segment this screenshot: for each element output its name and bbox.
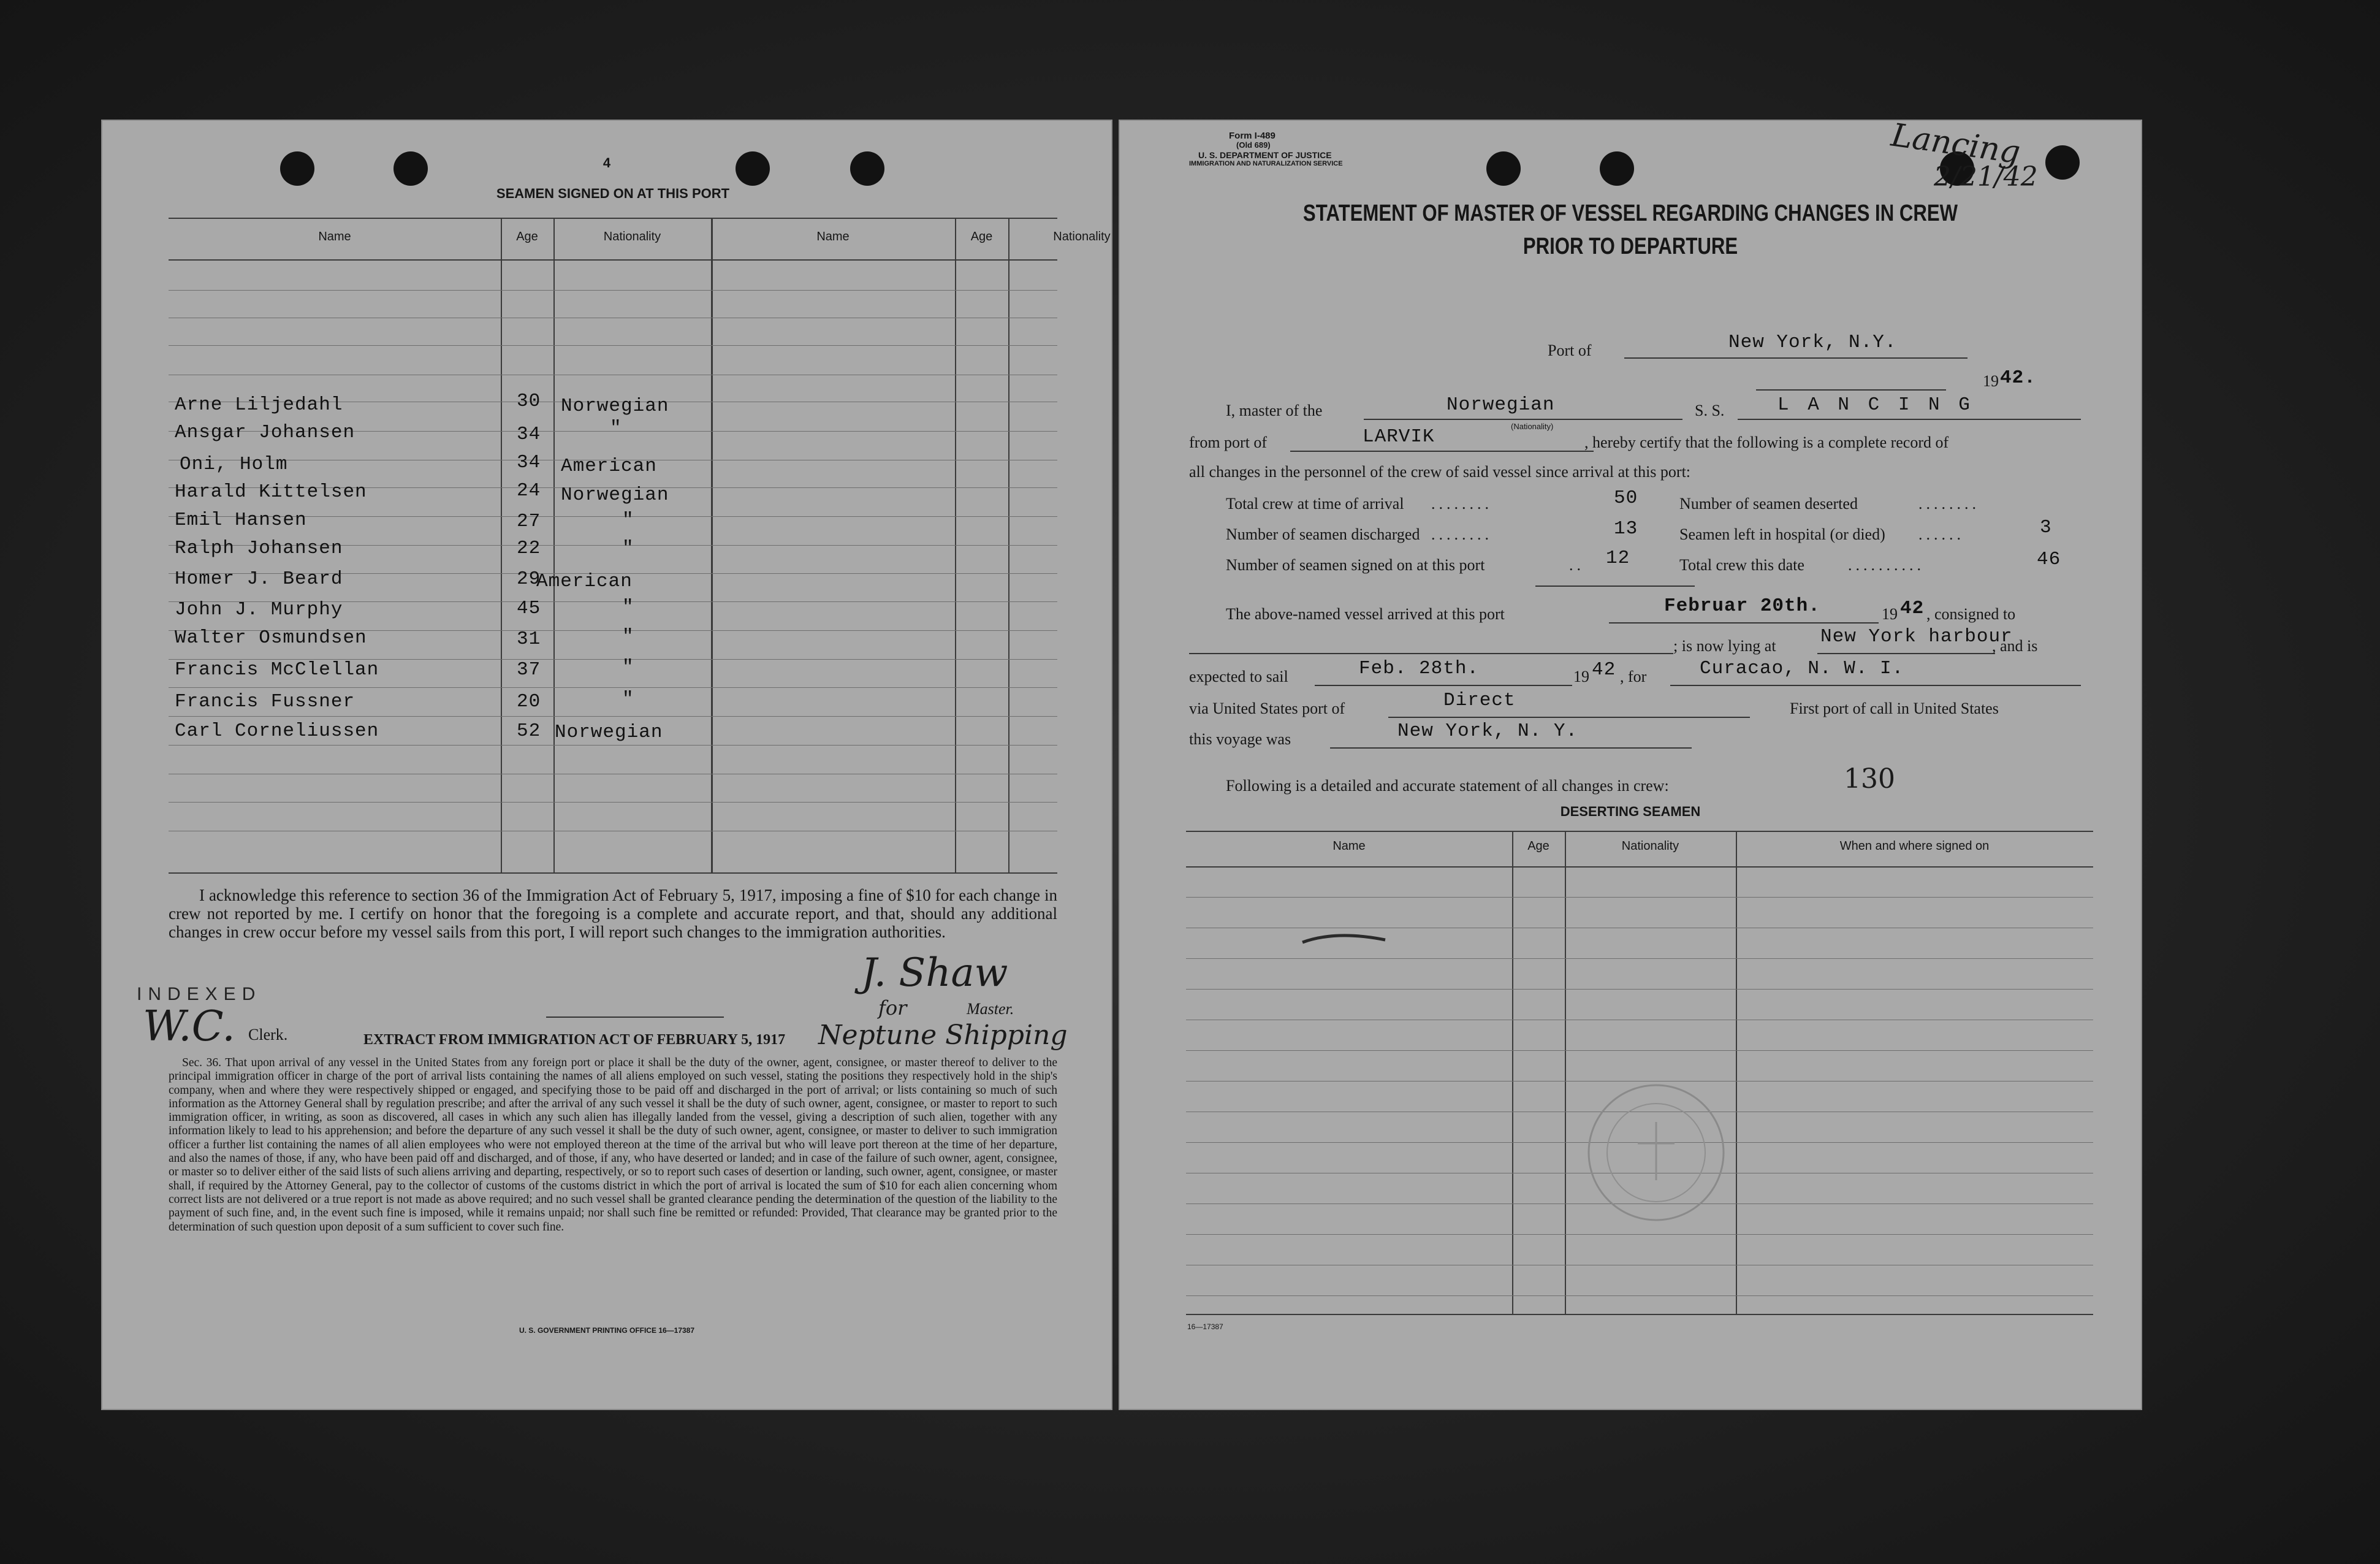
nationality-value: Norwegian (1447, 394, 1555, 416)
form-title-line2: PRIOR TO DEPARTURE (1523, 234, 1738, 259)
certify-text-2: all changes in the personnel of the crew of said vessel since arrival at this port: (1189, 463, 1691, 481)
master-label: Master. (967, 1000, 1014, 1018)
sail-value: Feb. 28th. (1359, 658, 1480, 679)
seaman-name: Walter Osmundsen (175, 627, 367, 649)
seaman-nationality: " (610, 418, 622, 439)
dot-leader: .. (1569, 556, 1584, 574)
seaman-age: 34 (517, 452, 541, 473)
seaman-age: 29 (517, 568, 541, 590)
seaman-name: Emil Hansen (175, 509, 307, 531)
seaman-nationality: " (622, 689, 634, 710)
column-header: Name (1333, 839, 1366, 853)
destination-line (1670, 685, 2081, 686)
total-crew-date-value: 46 (2037, 549, 2061, 570)
year-value: 42. (2000, 367, 2036, 389)
ink-mark (1299, 929, 1391, 947)
discharged-value: 13 (1614, 518, 1638, 540)
seaman-age: 52 (517, 720, 541, 742)
seaman-nationality: " (622, 538, 634, 559)
nationality-caption: (Nationality) (1511, 422, 1554, 431)
seaman-name: Arne Liljedahl (175, 394, 343, 416)
deserted-label: Number of seamen deserted (1679, 495, 1858, 513)
via-line (1388, 717, 1750, 718)
total-crew-arrival-label: Total crew at time of arrival (1226, 495, 1404, 513)
seaman-age: 24 (517, 480, 541, 502)
for-label: , for (1620, 668, 1647, 685)
ss-label: S. S. (1695, 402, 1725, 419)
column-header: Age (970, 230, 993, 243)
seaman-name: Francis McClellan (175, 659, 379, 681)
seaman-name: Harald Kittelsen (175, 481, 367, 503)
port-of-label: Port of (1548, 341, 1592, 359)
column-header: Age (516, 230, 538, 243)
master-of-label: I, master of the (1226, 402, 1323, 419)
arrived-value: Februar 20th. (1664, 595, 1820, 617)
hospital-value: 3 (2040, 517, 2052, 538)
punch-hole (2045, 145, 2080, 180)
department: U. S. DEPARTMENT OF JUSTICE (1198, 150, 1332, 160)
column-header: Nationality (1053, 230, 1111, 243)
seaman-nationality: " (622, 626, 634, 647)
extract-text: Sec. 36. That upon arrival of any vessel in the United States from any foreign port or place it shall be the duty of the owner, agent, consignee, or master thereof to deliver to the principal immigration officer in charge of the port of arrival lists containing the names of all aliens employed on such vessel, stating the positions they respectively hold in the ship's company, when and where they were respectively shipped or engaged, and specifying those to be paid off and discharged in the port of arrival; or lists containing so much of such information as the Attorney General shall by regulation prescribe; and after the arrival of any such vessel it shall be the duty of such owner, agent, consignee, or master to report to such immigration officer, in writing, as soon as discovered, all cases in which any such alien has illegally landed from the vessel, giving a description of such alien, together with any information likely to lead to his apprehension; and before the departure of any such vessel it shall be the duty of such owner, agent, consignee, or master to deliver to such immigration officer a further list containing the names of all alien employees who were not employed thereon at the time of the arrival but who will leave port thereon at the time of her departure, and also the names of those, if any, who have been paid off and discharged, and of those, if any, who have deserted or landed; and in case of the failure of such owner, agent, consignee, or master so to deliver either of the said lists of such aliens arriving and departing, respectively, or so to report such cases of desertion or landing, such owner, agent, consignee, or master shall, if required by the Attorney General, pay to the collector of customs of the customs district in which the port of arrival is located the sum of $10 for each alien concerning whom correct lists are not delivered or a true report is not made as above required; and no such vessel shall be granted clearance pending the determination of the question of the liability to the payment of such fine, and, in the event such fine is imposed, while it remains unpaid; nor shall such fine be remitted or refunded: Provided, That clearance may be granted prior to the determination of such question upon deposit of a sum sufficient to cover such fine. (169, 1056, 1057, 1234)
column-header: Name (816, 230, 850, 243)
clerk-label: Clerk. (248, 1026, 288, 1043)
from-port-line (1290, 451, 1594, 452)
sail-year-prefix: 19 (1573, 668, 1589, 685)
section-heading: SEAMEN SIGNED ON AT THIS PORT (496, 186, 730, 201)
voyage-label: this voyage was (1189, 730, 1291, 748)
seaman-nationality: American (561, 456, 657, 477)
for-label: for (878, 996, 907, 1020)
for-value: Curacao, N. W. I. (1700, 658, 1904, 679)
handwritten-date: 2/21/42 (1934, 161, 2038, 193)
lying-value: New York harbour (1820, 626, 2013, 647)
seaman-age: 34 (517, 424, 541, 445)
right-page (1119, 116, 2142, 1410)
signature-line (546, 1017, 724, 1018)
sail-date-line (1315, 685, 1572, 686)
and-is-label: , and is (1992, 637, 2038, 655)
seaman-name: Francis Fussner (175, 691, 355, 712)
deserting-heading: DESERTING SEAMEN (1560, 804, 1701, 819)
seaman-age: 37 (517, 659, 541, 681)
extract-title: EXTRACT FROM IMMIGRATION ACT OF FEBRUARY 5, 1917 (363, 1032, 786, 1048)
form-old-number: (Old 689) (1236, 140, 1271, 150)
agent-signature: Neptune Shipping (818, 1020, 1068, 1051)
nationality-line (1364, 419, 1682, 420)
acknowledgement-text: I acknowledge this reference to section 36 of the Immigration Act of February 5, 1917, imposing a fine of $10 for each change in crew not reported by me. I certify on honor that the foregoing is a complete and accurate report, and that, should any additional changes in crew occur before my vessel sails from this port, I will report such changes to the immigration authorities. (169, 886, 1057, 941)
seaman-name: John J. Murphy (175, 599, 343, 620)
expected-label: expected to sail (1189, 668, 1288, 685)
seaman-nationality: Norwegian (561, 484, 669, 506)
signed-on-label: Number of seamen signed on at this port (1226, 556, 1485, 574)
dot-leader: .......... (1848, 556, 1925, 574)
vessel-name: L A N C I N G (1777, 394, 1974, 416)
port-of-value: New York, N.Y. (1728, 332, 1897, 353)
deserting-seamen-table (1186, 831, 2093, 1315)
punch-hole (1486, 151, 1521, 186)
total-crew-arrival-value: 50 (1614, 487, 1638, 509)
arrived-line (1609, 622, 1879, 624)
left-page (101, 120, 1112, 1410)
first-port-label: First port of call in United States (1790, 700, 1999, 717)
service: IMMIGRATION AND NATURALIZATION SERVICE (1189, 160, 1343, 167)
handwritten-number: 130 (1844, 763, 1895, 795)
seaman-nationality: " (622, 509, 634, 531)
port-of-line (1624, 357, 1967, 359)
stats-rule (1535, 586, 1695, 587)
seaman-age: 30 (517, 391, 541, 412)
consigned-label: , consigned to (1926, 605, 2016, 623)
handwritten-vessel-name: Lancing (1888, 116, 2023, 172)
page-number: 4 (603, 155, 611, 170)
form-number: Form I-489 (1229, 131, 1276, 141)
seaman-nationality: Norwegian (561, 395, 669, 417)
from-port-value: LARVIK (1363, 426, 1435, 448)
seaman-name: Ralph Johansen (175, 538, 343, 559)
arrived-year-prefix: 19 (1882, 605, 1898, 623)
seaman-nationality: " (622, 657, 634, 678)
master-signature: J. Shaw (861, 950, 1008, 996)
seaman-age: 20 (517, 691, 541, 712)
total-crew-date-label: Total crew this date (1679, 556, 1804, 574)
dot-leader: ........ (1918, 495, 1980, 513)
seaman-name: Homer J. Beard (175, 568, 343, 590)
footer-code: 16—17387 (1187, 1322, 1223, 1331)
seaman-name: Ansgar Johansen (175, 422, 355, 443)
indexed-stamp: INDEXED (137, 984, 262, 1004)
seaman-name: Carl Corneliussen (175, 720, 379, 742)
year-prefix: 19 (1983, 372, 1999, 390)
seaman-age: 31 (517, 628, 541, 650)
punch-hole (1600, 151, 1634, 186)
seaman-age: 45 (517, 598, 541, 619)
hospital-label: Seamen left in hospital (or died) (1679, 525, 1885, 543)
signed-on-value: 12 (1606, 547, 1630, 569)
arrived-label: The above-named vessel arrived at this port (1226, 605, 1505, 623)
seaman-nationality: " (622, 597, 634, 618)
via-label: via United States port of (1189, 700, 1345, 717)
from-port-label: from port of (1189, 433, 1268, 451)
consignee-line (1189, 653, 1673, 654)
seaman-nationality: Norwegian (555, 722, 663, 743)
column-header: When and where signed on (1839, 839, 1990, 853)
date-line (1756, 389, 1946, 391)
vessel-name-line (1738, 419, 2081, 420)
sail-year: 42 (1592, 659, 1616, 681)
dot-leader: ........ (1431, 525, 1492, 543)
arrived-year: 42 (1900, 598, 1925, 619)
lying-label: ; is now lying at (1673, 637, 1776, 655)
voyage-line (1330, 747, 1692, 749)
discharged-label: Number of seamen discharged (1226, 525, 1420, 543)
dot-leader: ...... (1918, 525, 1964, 543)
column-header: Age (1527, 839, 1549, 853)
seaman-age: 22 (517, 538, 541, 559)
seamen-signed-on-table (169, 218, 1111, 874)
seaman-nationality: American (536, 571, 633, 592)
seaman-age: 27 (517, 511, 541, 532)
seaman-name: Oni, Holm (180, 454, 288, 475)
following-label: Following is a detailed and accurate statement of all changes in crew: (1226, 777, 1669, 795)
clerk-initials: W.C. (143, 1002, 235, 1051)
form-title-line1: STATEMENT OF MASTER OF VESSEL REGARDING CHANGES IN CREW (1302, 200, 1958, 226)
certify-text-1: , hereby certify that the following is a complete record of (1584, 433, 1949, 451)
column-header: Nationality (1621, 839, 1679, 853)
dot-leader: ........ (1431, 495, 1492, 513)
column-header: Nationality (603, 230, 661, 243)
official-seal-mark (1580, 1076, 1733, 1229)
column-header: Name (318, 230, 351, 243)
lying-line (1817, 653, 1995, 654)
via-value: Direct (1443, 690, 1516, 711)
voyage-value: New York, N. Y. (1397, 720, 1578, 742)
printing-office: U. S. GOVERNMENT PRINTING OFFICE 16—17387 (519, 1326, 695, 1335)
